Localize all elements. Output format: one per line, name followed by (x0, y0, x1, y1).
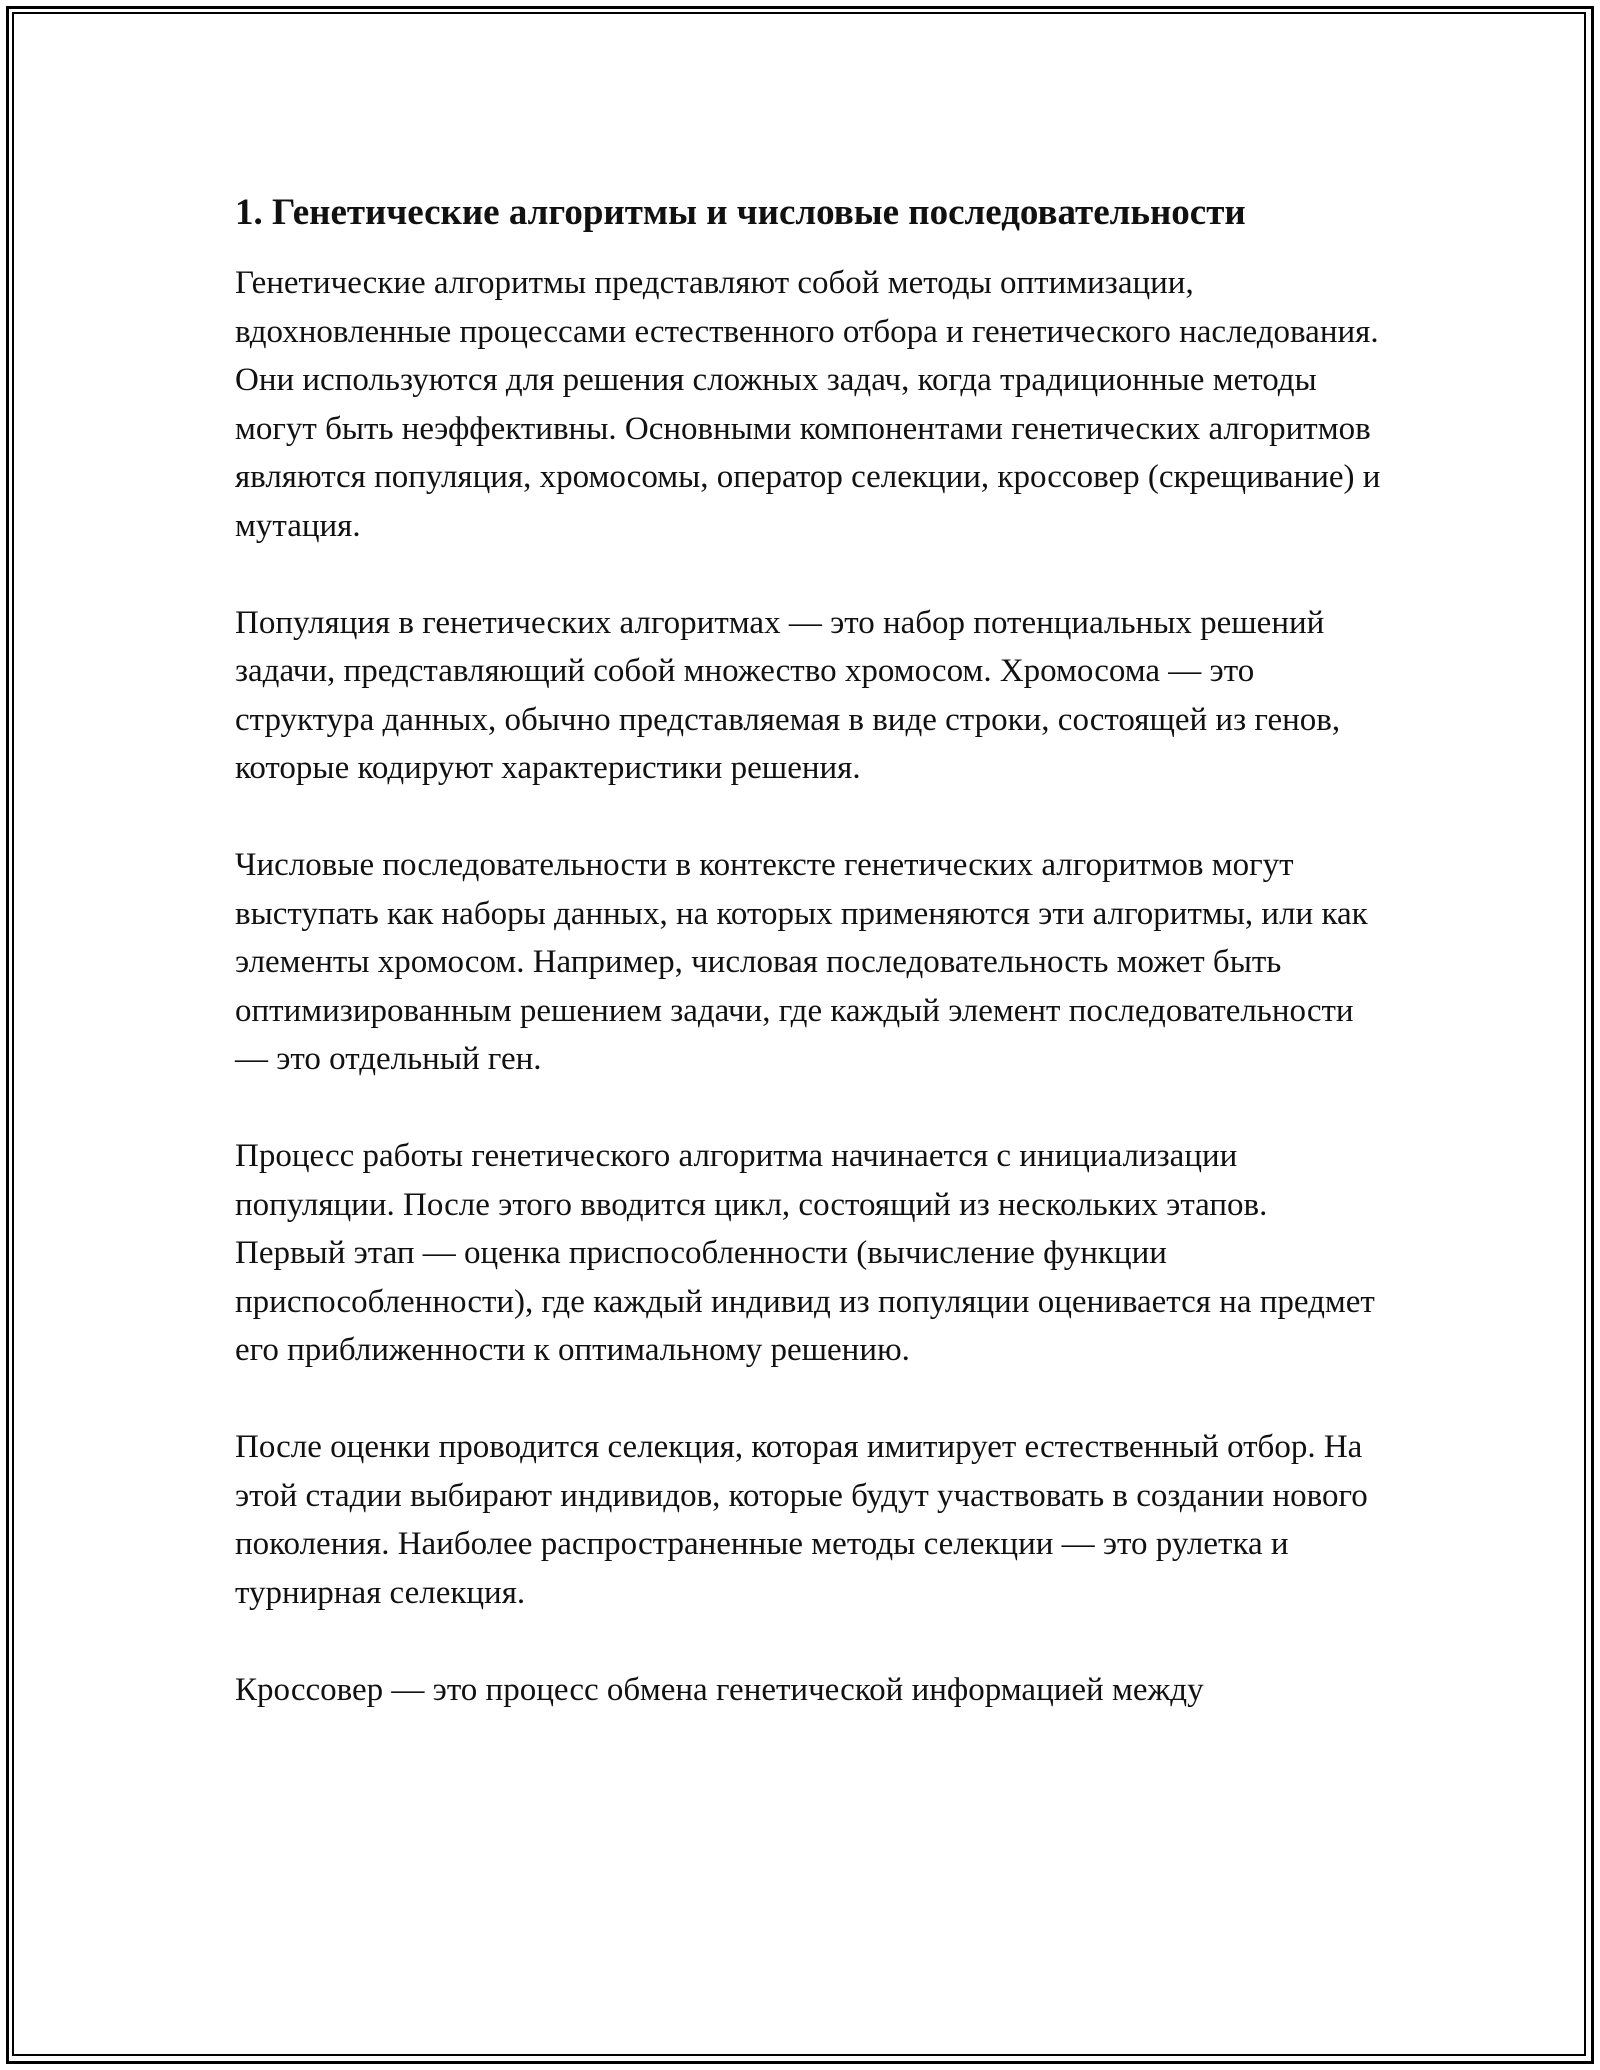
paragraph-population: Популяция в генетических алгоритмах — это набор потенциальных решений задачи, представляющий собой множество хромосом. Хромосома — это структура данных, обычно представляемая в виде строки, состоящей из генов, которые кодируют характеристики решения. (235, 604, 1341, 786)
paragraph-selection: После оценки проводится селекция, которая имитирует естественный отбор. На этой стадии выбирают индивидов, которые будут участвовать в создании нового поколения. Наиболее распространенные методы селекции — это рулетка и турнирная селекция. (235, 1429, 1368, 1611)
paragraph-intro: Генетические алгоритмы представляют собой методы оптимизации, вдохновленные процессами естественного отбора и генетического наследования. Они используются для решения сложных задач, когда традиционные методы могут быть неэффективны. Основными компонентами генетических алгоритмов являются популяция, хромосомы, оператор селекции, кроссовер (скрещивание) и мутация. (235, 265, 1381, 544)
paragraph-numeric-sequences: Числовые последовательности в контексте генетических алгоритмов могут выступать как наборы данных, на которых применяются эти алгоритмы, или как элементы хромосом. Например, числовая последовательность может быть оптимизированным решением задачи, где каждый элемент последовательности — это отдельный ген. (235, 847, 1368, 1077)
paragraph-crossover: Кроссовер — это процесс обмена генетической информацией между (235, 1671, 1204, 1708)
paragraph-process: Процесс работы генетического алгоритма начинается с инициализации популяции. После этого вводится цикл, состоящий из нескольких этапов. Первый этап — оценка приспособленности (вычисление функции приспособленности), где каждый индивид из популяции оценивается на предмет его приближенности к оптимальному решению. (235, 1138, 1375, 1368)
section-title: 1. Генетические алгоритмы и числовые последовательности (235, 192, 1246, 233)
document-body (235, 185, 1385, 1763)
